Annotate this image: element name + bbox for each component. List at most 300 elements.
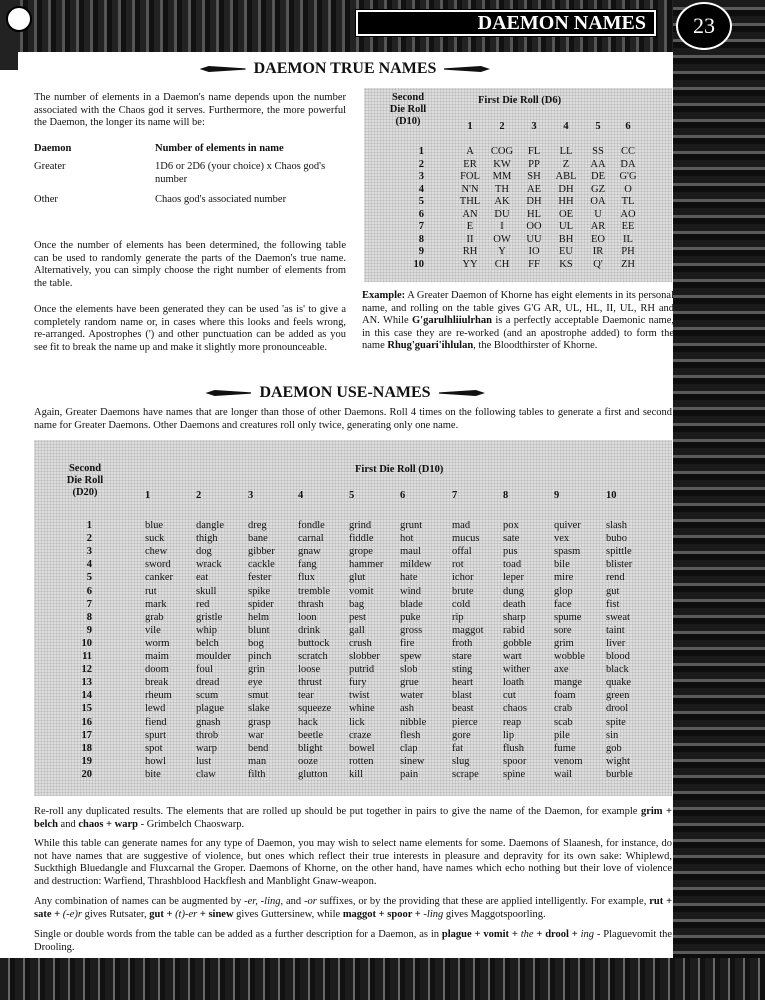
suffix-e2c: + sinew: [199, 908, 234, 920]
true-name-element: SH: [527, 171, 541, 182]
true-name-element: G'G: [619, 171, 637, 182]
use-name-element: lip: [503, 729, 515, 741]
use-name-element: grin: [248, 664, 265, 676]
page-number: 23: [676, 2, 732, 50]
use-name-element: kill: [349, 768, 364, 780]
d20-row-label: 20: [81, 768, 92, 780]
use-name-element: gnaw: [298, 546, 321, 558]
use-name-element: spike: [248, 585, 271, 597]
elements-column-header: Number of elements in name: [155, 143, 284, 154]
d10-row-label: 8: [418, 233, 424, 245]
true-name-element: CH: [494, 258, 510, 270]
true-name-element: IL: [623, 233, 633, 245]
first-die-d6-label: First Die Roll (D6): [478, 95, 562, 106]
other-count: Chaos god's associated number: [155, 194, 287, 205]
use-name-element: maul: [400, 546, 421, 558]
true-name-element: KW: [493, 158, 511, 170]
d10-col-header: 10: [606, 490, 617, 501]
use-name-element: rend: [606, 572, 625, 584]
suffix-e1: rut + sate +: [34, 896, 673, 920]
use-name-element: break: [145, 677, 169, 689]
true-name-element: MM: [492, 171, 512, 182]
true-name-element: EE: [621, 221, 635, 232]
use-name-element: pierce: [452, 716, 478, 728]
use-name-element: thrash: [298, 598, 324, 610]
use-name-element: offal: [452, 546, 472, 558]
suffix-t3: suffixes, or by the providing that these are applied intelligently. For example,: [319, 896, 647, 907]
reroll-and: and: [60, 818, 76, 830]
use-name-element: sting: [452, 664, 473, 676]
use-name-element: death: [503, 598, 526, 610]
arrow-right-icon: [444, 66, 490, 72]
use-name-element: foul: [196, 664, 213, 676]
use-name-element: twist: [349, 690, 370, 702]
true-name-element: OE: [559, 208, 573, 220]
use-name-element: blade: [400, 598, 423, 610]
use-name-element: dangle: [196, 520, 224, 531]
true-name-element: PP: [528, 158, 540, 170]
use-name-element: ooze: [298, 755, 318, 767]
use-name-element: mange: [554, 677, 582, 689]
use-name-element: quake: [606, 677, 632, 689]
use-name-element: canker: [145, 572, 173, 584]
use-name-element: pile: [554, 729, 570, 741]
use-name-element: sweat: [606, 611, 630, 623]
use-name-element: spasm: [554, 546, 581, 558]
true-name-element: Z: [562, 158, 570, 170]
use-name-element: grasp: [248, 716, 271, 728]
use-name-element: slug: [452, 755, 470, 767]
true-name-element: HH: [558, 196, 574, 207]
use-name-element: whine: [349, 703, 375, 715]
use-name-element: bag: [349, 598, 365, 610]
use-name-element: beetle: [298, 729, 324, 741]
true-name-element: DE: [591, 171, 605, 182]
use-name-element: smut: [248, 690, 269, 702]
use-name-element: eye: [248, 677, 263, 689]
use-name-element: rut: [145, 585, 157, 597]
d20-row-label: 19: [81, 755, 92, 767]
d6-col-header: 3: [531, 121, 537, 132]
use-name-element: wrack: [196, 559, 222, 571]
use-name-element: skull: [196, 585, 217, 597]
use-name-element: scum: [196, 690, 219, 702]
use-name-element: froth: [452, 637, 473, 649]
use-name-element: lewd: [145, 703, 166, 715]
suffix-t1: Any combination of names can be augmented by: [34, 896, 242, 907]
d20-row-label: 7: [86, 598, 92, 610]
d10-row-label: 1: [418, 146, 424, 157]
single-t2: - Plaguevomit the Drooling.: [34, 929, 673, 953]
d6-col-header: 2: [499, 121, 505, 132]
true-name-element: KS: [559, 258, 573, 270]
d20-row-label: 6: [86, 585, 92, 597]
true-name-element: AA: [590, 158, 606, 170]
use-name-element: wind: [400, 585, 421, 597]
use-name-element: rabid: [503, 624, 525, 636]
use-name-element: rot: [452, 559, 464, 571]
use-name-element: rheum: [145, 690, 172, 702]
true-name-element: Q': [593, 258, 603, 270]
d20-row-label: 13: [81, 677, 92, 689]
d20-row-label: 1: [86, 520, 92, 531]
use-name-element: loath: [503, 677, 524, 689]
example-name2: Rhug'guari'ihlulan: [387, 340, 474, 351]
use-name-element: fat: [452, 742, 464, 754]
arrow-left-icon: [205, 390, 251, 396]
single-e1d: ing: [580, 929, 595, 940]
true-name-element: UU: [526, 233, 542, 245]
true-name-element: U: [594, 208, 602, 220]
d10-row-label: 3: [418, 171, 424, 182]
use-name-element: bowel: [349, 742, 375, 754]
example-text3: , the Bloodthirster of Khorne.: [473, 340, 598, 351]
use-name-element: wail: [554, 768, 573, 780]
d10-col-header: 1: [145, 490, 151, 501]
use-name-element: bubo: [606, 533, 627, 545]
use-name-element: crab: [554, 703, 573, 715]
use-name-element: eat: [196, 572, 209, 584]
use-name-element: throb: [196, 729, 219, 741]
true-name-element: ER: [463, 158, 477, 170]
use-name-element: brute: [452, 585, 474, 597]
true-name-element: ZH: [621, 258, 635, 270]
use-name-element: suck: [145, 533, 165, 545]
greater-count: 1D6 or 2D6 (your choice) x Chaos god's number: [155, 161, 326, 185]
use-name-element: gore: [452, 729, 471, 741]
use-name-element: red: [196, 598, 210, 610]
d20-row-label: 15: [81, 703, 92, 715]
true-name-element: ABL: [555, 171, 577, 182]
use-name-element: nibble: [400, 716, 427, 728]
true-name-element: THL: [459, 196, 481, 207]
use-name-element: wart: [503, 651, 522, 662]
use-name-element: spine: [503, 768, 526, 780]
single-e1b: the: [520, 929, 534, 940]
use-name-element: face: [554, 598, 572, 610]
d20-row-label: 8: [86, 611, 92, 623]
use-name-element: crush: [349, 637, 372, 649]
d20-row-label: 16: [81, 716, 92, 728]
use-name-element: gibber: [248, 546, 275, 558]
true-name-element: YY: [462, 258, 478, 270]
use-name-element: pain: [400, 768, 419, 780]
true-names-para3: Once the elements have been generated they can be used 'as is' to give a completely random name or, in cases where this looks and feels wrong, re-arranged. Apostrophes (') and other punctuation can be added as you see fit to break the name up and make it slightly more pronounceable.: [34, 304, 346, 353]
use-name-element: tremble: [298, 585, 331, 597]
use-name-element: glut: [349, 572, 366, 584]
use-name-element: bite: [145, 768, 161, 780]
true-name-element: I: [500, 221, 504, 232]
second-die20-line3: (D20): [72, 487, 98, 498]
true-name-element: AR: [590, 221, 606, 232]
second-die-d10-label: [378, 92, 438, 128]
use-name-element: slobber: [349, 651, 380, 662]
section-title: DAEMON NAMES: [477, 11, 646, 34]
d10-row-label: 10: [413, 258, 424, 270]
d6-col-header: 5: [595, 121, 601, 132]
use-name-element: war: [248, 729, 264, 741]
use-name-element: fester: [248, 572, 272, 584]
use-name-element: quiver: [554, 520, 581, 531]
use-name-element: fondle: [298, 520, 325, 531]
use-name-element: scab: [554, 716, 573, 728]
true-name-element: EU: [559, 246, 573, 257]
use-name-element: grope: [349, 546, 373, 558]
true-name-element: BH: [558, 233, 574, 245]
use-name-element: ash: [400, 703, 414, 715]
use-name-element: howl: [145, 755, 166, 767]
true-name-element: AO: [620, 208, 636, 220]
use-name-element: spume: [554, 611, 582, 623]
d20-row-label: 9: [86, 624, 92, 636]
second-die20-line1: Second: [68, 463, 102, 474]
use-name-element: thrust: [298, 677, 322, 689]
use-name-element: bane: [248, 533, 268, 545]
daemon-column-header: Daemon: [34, 143, 72, 154]
use-name-element: leper: [503, 572, 524, 584]
true-name-element: LL: [559, 146, 573, 157]
use-name-element: scratch: [298, 651, 328, 662]
use-name-element: flesh: [400, 729, 421, 741]
use-name-element: grue: [400, 677, 419, 689]
suffix-e3: maggot + spoor +: [342, 908, 421, 920]
true-name-element: E: [466, 221, 474, 232]
use-name-element: spider: [248, 598, 274, 610]
use-name-element: sinew: [400, 755, 425, 767]
true-name-element: FF: [528, 258, 540, 270]
use-name-element: slash: [606, 520, 627, 531]
use-name-element: pus: [503, 546, 518, 558]
d20-row-label: 10: [81, 637, 92, 649]
use-name-element: reap: [503, 716, 522, 728]
use-name-element: spoor: [503, 755, 527, 767]
true-name-element: FL: [527, 146, 541, 157]
use-name-element: stare: [452, 651, 472, 662]
use-name-element: gut: [606, 585, 620, 597]
use-name-element: spot: [145, 742, 163, 754]
d20-row-label: 17: [81, 729, 92, 741]
true-name-element: DH: [558, 183, 574, 195]
use-name-element: craze: [349, 729, 372, 741]
reroll-paragraph: [34, 806, 672, 831]
use-name-element: drink: [298, 624, 321, 636]
use-name-element: spittle: [606, 546, 632, 558]
use-name-element: bend: [248, 742, 269, 754]
use-name-element: venom: [554, 755, 583, 767]
use-name-element: gobble: [503, 637, 532, 649]
use-name-element: glutton: [298, 768, 328, 780]
use-name-element: mildew: [400, 559, 432, 571]
arrow-left-icon: [200, 66, 246, 72]
use-name-element: cut: [503, 690, 516, 702]
single-e1c: + drool +: [536, 929, 578, 940]
d10-col-header: 2: [196, 490, 202, 501]
reroll-result: - Grimbelch Chaoswarp.: [140, 818, 245, 830]
true-name-element: TL: [621, 196, 635, 207]
use-name-element: loose: [298, 664, 321, 676]
use-name-element: slake: [248, 703, 270, 715]
any-type-paragraph: While this table can generate names for any type of Daemon, you may wish to select name elements for some. Daemons of Slaanesh, for instance, do not have names that are suggestive of violence, but ones which reflect their true interests in pleasure and depravity for its own sake: Whiplewd, Suckthigh Bluedangle and Fluxcarnal the Groper. Daemons of Khorne, on the other hand, have names which echo nothing but their love of violence and destruction: Warfiend, Thrashblood Hackflesh and Manblight Gnaw-weapon.: [34, 838, 672, 887]
use-name-element: axe: [554, 664, 569, 676]
second-die-d20-label: [50, 463, 120, 499]
d20-row-label: 2: [86, 533, 92, 545]
use-name-element: hammer: [349, 559, 384, 571]
use-name-element: cackle: [248, 559, 275, 571]
true-name-element: IR: [592, 246, 604, 257]
d10-col-header: 4: [298, 490, 304, 501]
use-name-element: gob: [606, 742, 622, 754]
true-name-element: OW: [493, 233, 511, 245]
use-name-element: whip: [196, 624, 217, 636]
use-name-element: plague: [196, 703, 224, 715]
use-name-element: blood: [606, 651, 630, 662]
d6-col-header: 4: [563, 121, 569, 132]
d6-col-header: 1: [467, 121, 473, 132]
reroll-text: Re-roll any duplicated results. The elements that are rolled up should be put together in pairs to give the name of the Daemon, for example: [34, 806, 638, 817]
d20-row-label: 5: [86, 572, 92, 584]
use-name-element: grunt: [400, 520, 423, 531]
true-name-element: Y: [498, 246, 506, 257]
use-name-element: helm: [248, 611, 269, 623]
d10-col-header: 5: [349, 490, 355, 501]
second-die-line2: Die Roll: [389, 104, 427, 115]
d6-col-header: 6: [625, 121, 631, 132]
d20-row-label: 14: [81, 690, 92, 702]
greater-label: Greater: [34, 161, 66, 172]
use-name-element: cold: [452, 598, 471, 610]
use-name-element: lust: [196, 755, 212, 767]
d20-row-label: 12: [81, 664, 92, 676]
use-name-element: squeeze: [298, 703, 332, 715]
use-name-element: dung: [503, 585, 524, 597]
true-name-element: O: [624, 183, 632, 195]
use-name-element: spew: [400, 651, 422, 662]
use-name-element: blue: [145, 520, 164, 531]
use-name-element: liver: [606, 637, 626, 649]
true-names-heading: [150, 58, 540, 80]
suffix-s1: -er, -ling,: [244, 896, 284, 907]
example-name1: G'garulhliiulrhan: [412, 315, 492, 326]
suffix-e3b: -ling: [423, 908, 444, 920]
suffix-paragraph: [34, 896, 672, 921]
use-name-element: moulder: [196, 651, 231, 662]
use-name-element: mark: [145, 598, 167, 610]
d10-row-label: 2: [418, 158, 424, 170]
d10-col-header: 6: [400, 490, 406, 501]
true-name-element: SS: [592, 146, 604, 157]
d20-row-label: 18: [81, 742, 92, 754]
use-name-element: tear: [298, 690, 314, 702]
use-name-element: warp: [196, 742, 217, 754]
d10-row-label: 9: [418, 246, 424, 257]
use-name-element: grim: [554, 637, 574, 649]
use-name-element: spite: [606, 716, 626, 728]
suffix-e2: gut +: [149, 908, 173, 920]
use-name-element: sharp: [503, 611, 526, 623]
reroll-example2: chaos + warp: [78, 818, 138, 830]
use-name-element: hack: [298, 716, 318, 728]
suffix-s2: -or: [304, 896, 317, 907]
use-name-element: puke: [400, 611, 421, 623]
d10-col-header: 7: [452, 490, 458, 501]
use-name-element: grab: [145, 611, 164, 623]
arrow-right-icon: [439, 390, 485, 396]
d20-row-label: 4: [86, 559, 92, 571]
second-die-line1: Second: [391, 92, 425, 103]
true-name-element: OO: [526, 221, 542, 232]
use-name-element: heart: [452, 677, 473, 689]
use-name-element: beast: [452, 703, 474, 715]
d10-col-header: 3: [248, 490, 254, 501]
true-name-element: RH: [462, 246, 478, 257]
use-name-element: sate: [503, 533, 520, 545]
true-name-element: IO: [528, 246, 540, 257]
use-name-element: scrape: [452, 768, 479, 780]
true-name-element: N'N: [461, 183, 479, 195]
use-name-element: blunt: [248, 624, 270, 636]
use-name-element: maim: [145, 651, 169, 662]
second-die20-line2: Die Roll: [66, 475, 104, 486]
use-name-element: carnal: [298, 533, 324, 545]
d20-row-label: 11: [82, 651, 92, 662]
use-name-element: dreg: [248, 520, 267, 531]
true-name-element: COG: [490, 146, 514, 157]
suffix-e1b: (-e)r: [62, 908, 82, 920]
use-name-element: wither: [503, 664, 530, 676]
true-name-element: EO: [591, 233, 605, 245]
use-name-element: fiddle: [349, 533, 374, 545]
true-name-element: DA: [620, 158, 636, 170]
single-t1: Single or double words from the table can be added as a further description for a Daemon, as in: [34, 929, 440, 940]
true-name-element: HL: [527, 208, 541, 220]
use-name-element: clap: [400, 742, 418, 754]
use-name-element: glop: [554, 585, 573, 597]
d20-row-label: 3: [86, 546, 92, 558]
use-name-element: gnash: [196, 716, 221, 728]
use-name-element: vex: [554, 533, 570, 545]
use-name-element: spurt: [145, 729, 166, 741]
use-name-element: green: [606, 690, 630, 702]
use-name-element: pest: [349, 611, 366, 623]
use-name-element: chaos: [503, 703, 527, 715]
example-text1: A Greater Daemon of Khorne has eight elements in its personal name, and rolling on the table gives G'G AR, UL, HL, II, UL, RH and AN. While: [362, 290, 674, 326]
true-name-element: TH: [495, 183, 509, 195]
use-name-element: sore: [554, 624, 572, 636]
use-name-element: blast: [452, 690, 472, 702]
first-die-d10-label: First Die Roll (D10): [355, 464, 444, 475]
use-name-element: blight: [298, 742, 323, 754]
true-names-example: [362, 290, 674, 353]
use-name-element: fume: [554, 742, 576, 754]
use-name-element: dog: [196, 546, 212, 558]
use-name-element: taint: [606, 624, 625, 636]
use-name-element: dread: [196, 677, 220, 689]
use-name-element: filth: [248, 768, 266, 780]
true-name-element: OA: [590, 196, 606, 207]
use-name-element: mad: [452, 520, 471, 531]
use-name-element: bog: [248, 637, 264, 649]
use-name-element: hate: [400, 572, 418, 584]
use-name-element: pinch: [248, 651, 272, 662]
use-name-element: claw: [196, 768, 216, 780]
single-e1: plague + vomit +: [441, 929, 518, 940]
use-name-element: ichor: [452, 572, 474, 584]
use-name-element: man: [248, 755, 267, 767]
use-name-element: vile: [145, 624, 161, 636]
example-lead: Example:: [362, 290, 406, 301]
other-label: Other: [34, 194, 58, 205]
use-name-element: buttock: [298, 637, 330, 649]
